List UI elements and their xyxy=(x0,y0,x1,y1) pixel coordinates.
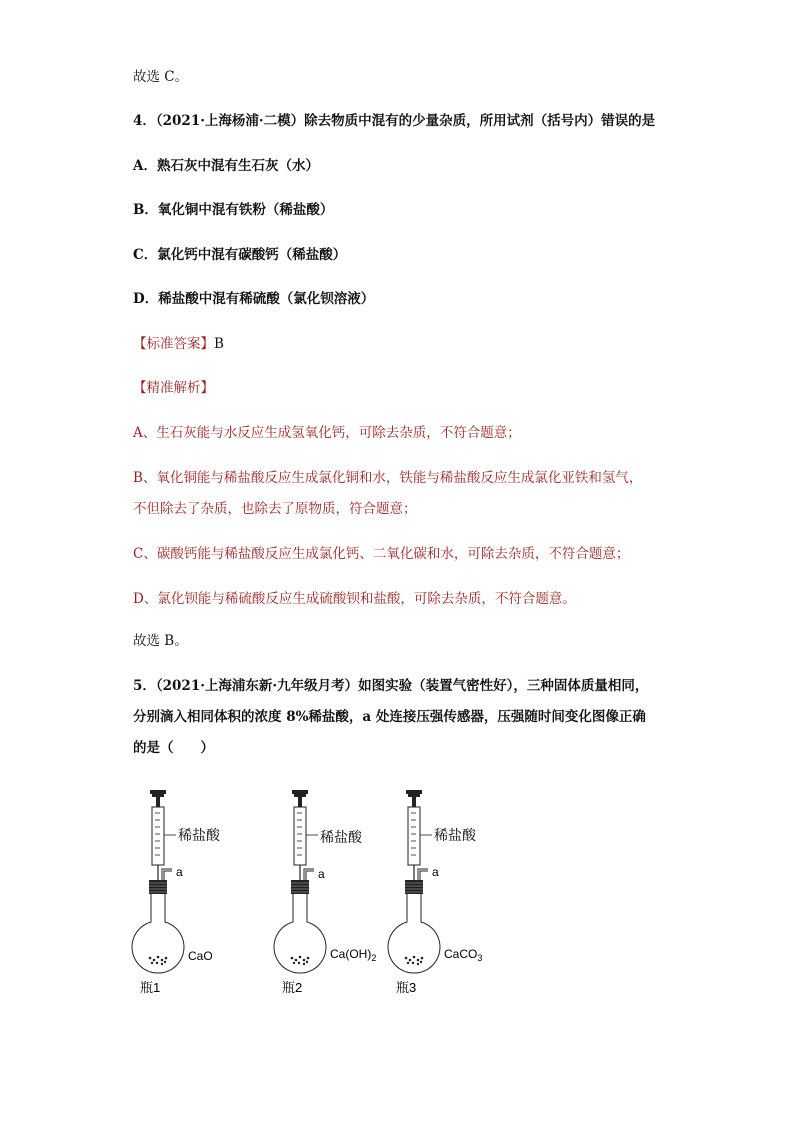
port-label-1: a xyxy=(176,865,183,879)
question-4-option-b: B．氧化铜中混有铁粉（稀盐酸） xyxy=(133,202,334,218)
reagent-label-3: 稀盐酸 xyxy=(434,827,476,843)
flask-caption-1: 瓶1 xyxy=(140,980,161,995)
analysis-line-d: D、氯化钡能与稀硫酸反应生成硫酸钡和盐酸，可除去杂质，不符合题意。 xyxy=(133,591,576,607)
question-4-option-a: A．熟石灰中混有生石灰（水） xyxy=(133,158,319,174)
flask-1-setup xyxy=(132,790,221,995)
analysis-line-a: A、生石灰能与水反应生成氢氧化钙，可除去杂质，不符合题意； xyxy=(133,425,521,441)
solid-label-1: CaO xyxy=(188,949,213,963)
flask-3-setup xyxy=(388,790,482,995)
answer-label: 【标准答案】 xyxy=(133,336,214,352)
reagent-label-2: 稀盐酸 xyxy=(320,829,362,845)
solid-label-3: CaCO$_3$ xyxy=(444,947,483,963)
answer-value: B xyxy=(214,336,224,352)
flask-2-setup xyxy=(274,790,376,995)
solid-label-2: $Ca(OH)_2$ xyxy=(330,947,377,963)
answer-line xyxy=(133,334,224,354)
question-4-option-c: C．氯化钙中混有碳酸钙（稀盐酸） xyxy=(133,247,347,263)
flask-caption-3: 瓶3 xyxy=(396,980,417,995)
flask-caption-2: 瓶2 xyxy=(282,980,303,995)
question-4-option-d: D．稀盐酸中混有稀硫酸（氯化钡溶液） xyxy=(133,291,375,307)
analysis-line-b: B、氧化铜能与稀盐酸反应生成氯化铜和水，铁能与稀盐酸反应生成氯化亚铁和氢气， xyxy=(133,470,643,486)
analysis-line-b-cont: 不但除去了杂质，也除去了原物质，符合题意； xyxy=(133,501,417,517)
question-4-conclusion: 故选 B。 xyxy=(133,633,188,649)
reagent-label-1: 稀盐酸 xyxy=(178,827,220,843)
apparatus-figure xyxy=(130,780,530,1000)
question-5-stem-line-3: 的是（ ） xyxy=(133,740,214,756)
question-4-stem: 4．（2021·上海杨浦·二模）除去物质中混有的少量杂质，所用试剂（括号内）错误的是 xyxy=(133,113,656,129)
port-label-3: a xyxy=(432,865,439,879)
question-5-stem-line-1: 5．（2021·上海浦东新·九年级月考）如图实验（装置气密性好），三种固体质量相同， xyxy=(133,678,649,694)
analysis-line-c: C、碳酸钙能与稀盐酸反应生成氯化钙、二氧化碳和水，可除去杂质，不符合题意； xyxy=(133,546,630,562)
analysis-label: 【精准解析】 xyxy=(133,380,214,396)
previous-conclusion: 故选 C。 xyxy=(133,69,189,85)
question-5-stem-line-2: 分别滴入相同体积的浓度 8%稀盐酸，a 处连接压强传感器，压强随时间变化图像正确 xyxy=(133,709,646,725)
port-label-2: a xyxy=(318,867,325,881)
